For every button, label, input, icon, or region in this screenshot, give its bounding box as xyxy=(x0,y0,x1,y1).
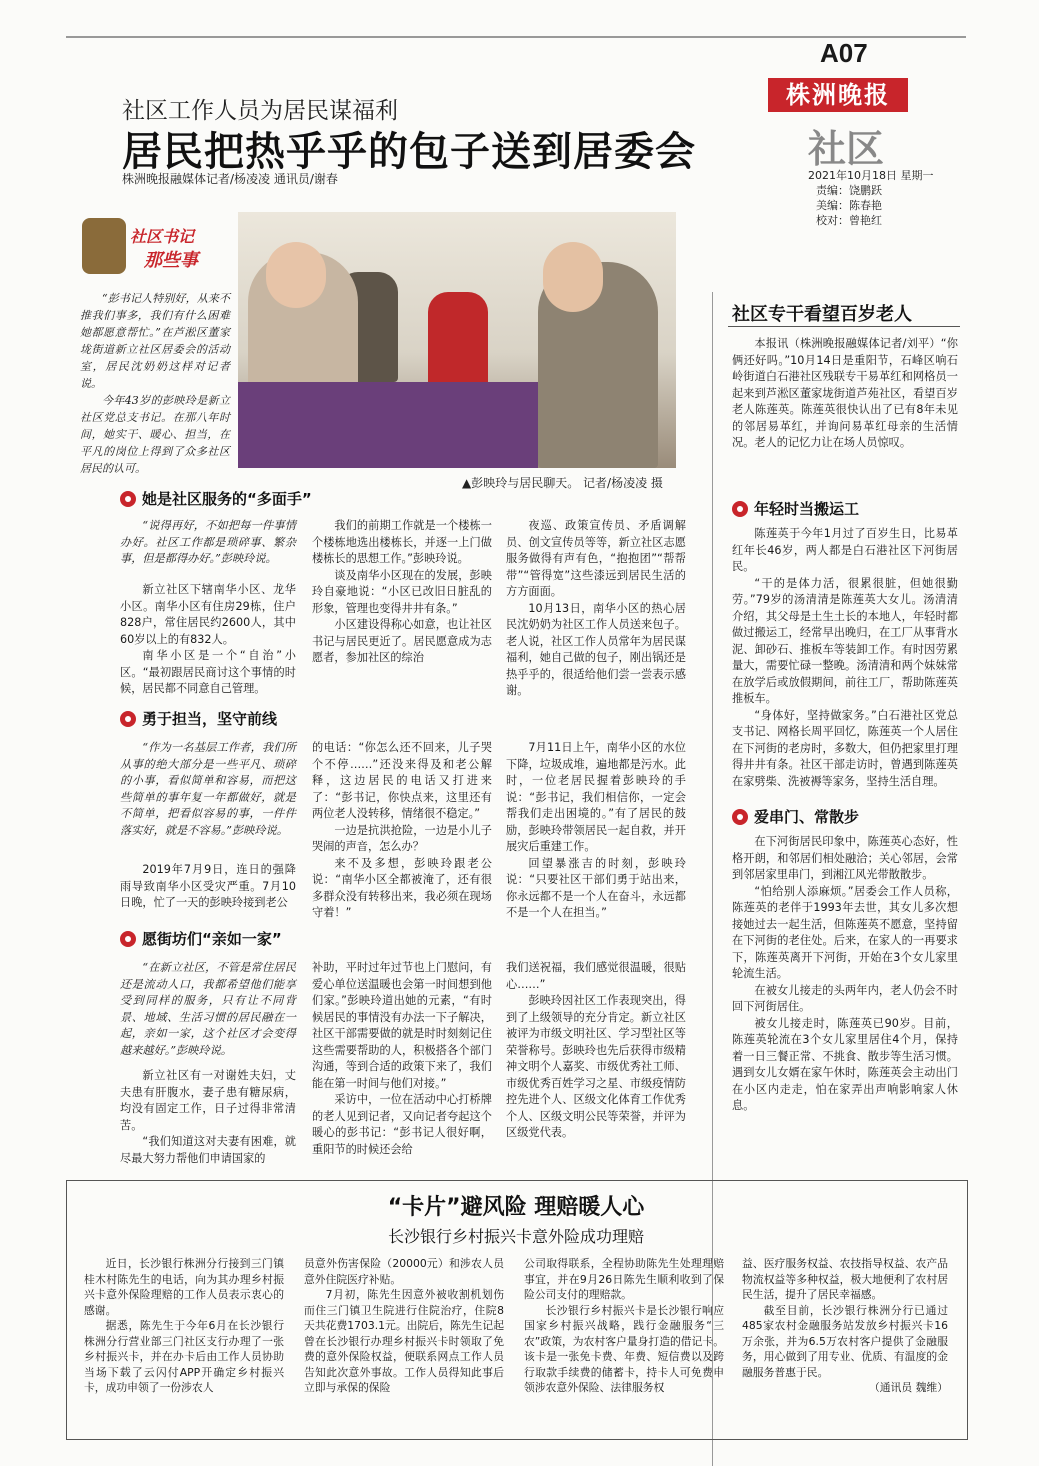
designer-credit: 美编：陈春艳 xyxy=(816,199,882,212)
section-col xyxy=(506,740,686,922)
section-col xyxy=(312,518,492,667)
box-col xyxy=(84,1256,284,1396)
paragraph: “我们知道这对夫妻有困难，就尽最大努力帮他们申请国家的 xyxy=(120,1135,296,1165)
paragraph: 谈及南华小区现在的发展，彭映玲自豪地说：“小区已改旧日脏乱的形象，管理也变得井井有条。” xyxy=(312,568,492,615)
paragraph: 采访中，一位在活动中心打桥牌的老人见到记者，又向记者夸起这个暖心的彭书记：“彭书记人很好啊，重阳节的时候还会给 xyxy=(312,1093,492,1156)
photo-caption: ▲彭映玲与居民聊天。 记者/杨凌凌 摄 xyxy=(462,476,663,490)
box-title: “卡片”避风险 理赔暖人心 xyxy=(387,1195,645,1220)
paragraph: 新立社区下辖南华小区、龙华小区。南华小区有住房29栋，住户828户，常住居民约2600人，其中60岁以上的有832人。 xyxy=(120,583,296,646)
article-headline: 居民把热乎乎的包子送到居委会 xyxy=(122,129,696,175)
paragraph: 夜巡、政策宣传员、矛盾调解员、创文宣传员等等，新立社区志愿服务做得有声有色，“抱抱团”“帮帮带”“管得宽”这些漆远到居民生活的方方面面。 xyxy=(506,519,686,598)
paragraph: 长沙银行乡村振兴卡是长沙银行响应国家乡村振兴战略，践行金融服务“三农”政策，为农村客户量身打造的借记卡。该卡是一张免卡费、年费、短信费以及跨行取款手续费的储蓄卡，持卡人可免费申领涉农意外保险、法律服务权 xyxy=(524,1303,724,1394)
section-col xyxy=(120,862,296,912)
paragraph: 近日，长沙银行株洲分行接到三门镇桂木村陈先生的电话，向为其办理乡村振兴卡意外保险理赔的工作人员表示衷心的感谢。 xyxy=(84,1257,284,1317)
section-quote: “在新立社区，不管是常住居民还是流动人口，我都希望他们能享受到同样的服务，只有让不同背景、地域、生活习惯的居民融在一起，亲如一家，这个社区才会变得越来越好。”彭映玲说。 xyxy=(120,961,296,1057)
paragraph: 来不及多想，彭映玲跟老公说：“南华小区全都被淹了，还有很多群众没有转移出来，我必须在现场守着！” xyxy=(312,856,492,919)
paragraph: 南华小区是一个“自治”小区。“最初跟居民商讨这个事情的时候，居民都不同意自己管理。 xyxy=(120,649,296,695)
paragraph: 2019年7月9日，连日的强降雨导致南华小区受灾严重。7月10日晚，忙了一天的彭映玲接到老公 xyxy=(120,863,296,909)
paragraph: “干的是体力活，很累很脏，但她很勤劳。”79岁的汤清清是陈莲英大女儿。汤清清介绍，其父母是土生土长的本地人，年轻时都做过搬运工，经常早出晚归，在工厂从事背水泥、卸砂石、推板车等装卸工作。有时因劳累量大，需要忙碌一整晚。汤清清和两个妹妹常在放学后或放假期间，前往工厂，帮助陈莲英推板车。 xyxy=(732,576,958,705)
paragraph: 公司取得联系，全程协助陈先生处理理赔事宜，并在9月26日陈先生顺利收到了保险公司支付的理赔款。 xyxy=(524,1257,724,1301)
section-col xyxy=(312,960,492,1158)
section-heading: 愿街坊们“亲如一家” xyxy=(120,928,282,949)
section-quote: “作为一名基层工作者，我们所从事的绝大部分是一些平凡、琐碎的小事，看似简单和容易，而把这些简单的事年复一年都做好，就是不简单，把看似容易的事，一件件落实好，就是不容易。”彭映玲说。 xyxy=(120,741,296,837)
side-article-title: 社区专干看望百岁老人 xyxy=(732,304,912,325)
paragraph: 截至目前，长沙银行株洲分行已通过485家农村金融服务站发放乡村振兴卡16万余张，并为6.5万农村客户提供了金融服务，用心做到了用专业、优质、有温度的金融服务普惠于民。 xyxy=(742,1303,948,1379)
intro-paragraph: 今年43岁的彭映玲是新立社区党总支书记。在那八年时间，她实干、暖心、担当，在平凡的岗位上得到了众多社区居民的认可。 xyxy=(80,394,230,475)
paragraph: 我们送祝福，我们感觉很温暖，很贴心……” xyxy=(506,961,686,991)
bullet-icon xyxy=(120,491,136,507)
box-col xyxy=(524,1256,724,1396)
paragraph: 7月初，陈先生因意外被收割机划伤而住三门镇卫生院进行住院治疗，住院8天共花费1703.1元。出院后，陈先生记起曾在长沙银行办理乡村振兴卡时领取了免费的意外保险权益，便联系网点工作人员告知此次意外事故。工作人员得知此事后立即与承保的保险 xyxy=(304,1288,504,1394)
badge-line-1: 社区书记 xyxy=(130,227,195,246)
paragraph: 彭映玲因社区工作表现突出，得到了上级领导的充分肯定。新立社区被评为市级文明社区、学习型社区等荣誉称号。彭映玲也先后获得市级精神文明个人嘉奖、市级优秀社工师、市级优秀百姓学习之星、市级疫情防控先进个人、区级文化体育工作优秀个人、区级文明公民等荣誉，并评为区级党代表。 xyxy=(506,994,686,1139)
paragraph: 在被女儿接走的头两年内，老人仍会不时回下河街居住。 xyxy=(732,983,958,1013)
paragraph: “怕给别人添麻烦。”居委会工作人员称，陈莲英的老伴于1993年去世，其女儿多次想接她过去一起生活，但陈莲英不愿意，坚持留在下河街的老住处。后来，在家人的一再要求下，陈莲英离开下河街，开始在3个女儿家里轮流生活。 xyxy=(732,884,958,980)
section-quote: “说得再好，不如把每一件事情办好。社区工作都是琐碎事、繁杂事，但是都得办好。”彭映玲说。 xyxy=(120,519,296,565)
paragraph: 本报讯（株洲晚报融媒体记者/刘平）“你俩还好吗。”10月14日是重阳节，石峰区响石岭街道白石港社区残联专干易革红和网格员一起来到芦淞区董家垅街道芦苑社区，看望百岁老人陈莲英。陈莲英很快认出了已有8年未见的邻居易革红，并询问易革红母亲的生活情况。老人的记忆力让在场人员惊叹。 xyxy=(732,337,958,449)
title-rule xyxy=(728,326,960,327)
bullet-icon xyxy=(120,931,136,947)
paragraph: 据悉，陈先生于今年6月在长沙银行株洲分行营业部三门社区支行办理了一张乡村振兴卡，并在办卡后由工作人员协助当场下载了云闪付APP开确定乡村振兴卡，成功申领了一份涉农人 xyxy=(84,1319,284,1394)
paragraph: 补助，平时过年过节也上门慰问，有爱心单位送温暖也会第一时间想到他们家。”彭映玲道出她的元素，“有时候居民的事情没有办法一下子解决，社区干部需要做的就是时时刻刻记住这些需要帮助的人，积极搭各个部门沟通，等到合适的政策下来了，我们能在第一时间与他们对接。” xyxy=(312,961,492,1090)
article-intro xyxy=(80,290,230,477)
section-col xyxy=(120,1068,296,1167)
paragraph: 新立社区有一对谢姓夫妇，丈夫患有肝腹水，妻子患有糖尿病，均没有固定工作，日子过得非常清苦。 xyxy=(120,1069,296,1132)
box-credit: （通讯员 魏维） xyxy=(868,1381,948,1394)
column-badge xyxy=(82,218,212,274)
box-col xyxy=(742,1256,948,1396)
badge-line-2: 那些事 xyxy=(144,250,198,271)
box-subtitle: 长沙银行乡村振兴卡意外险成功理赔 xyxy=(387,1227,644,1246)
section-col xyxy=(506,518,686,700)
paragraph: 10月13日，南华小区的热心居民沈奶奶为社区工作人员送来包子。老人说，社区工作人员常年为居民谋福利，她自己做的包子，刚出锅还是热乎乎的，很适给他们尝一尝表示感谢。 xyxy=(506,601,686,697)
bullet-icon xyxy=(120,711,136,727)
bullet-icon xyxy=(732,501,748,517)
proof-credit: 校对：曾艳红 xyxy=(816,214,882,227)
section-col xyxy=(506,960,686,1142)
paragraph: 陈莲英于今年1月过了百岁生日，比易革红年长46岁，两人都是白石港社区下河街居民。 xyxy=(732,527,958,573)
section-col xyxy=(120,582,296,698)
paragraph: 一边是抗洪抢险，一边是小儿子哭闹的声音，怎么办？ xyxy=(312,823,492,853)
newspaper-logo: 株洲晚报 xyxy=(768,78,908,112)
article-byline: 株洲晚报融媒体记者/杨凌凌 通讯员/谢春 xyxy=(122,172,338,186)
bullet-icon xyxy=(732,809,748,825)
paragraph: 7月11日上午，南华小区的水位下降，垃圾成堆，遍地都是污水。此时，一位老居民握着彭映玲的手说：“彭书记，我们相信你，一定会帮我们走出困境的。”有了居民的鼓励，彭映玲带领居民一起自救，并开展灾后重建工作。 xyxy=(506,741,686,853)
paragraph: 回望暴涨吉的时刻，彭映玲说：“只要社区干部们勇于站出来，你永远都不是一个人在奋斗，永远都不是一个人在担当。” xyxy=(506,856,686,919)
article-photo xyxy=(238,212,676,468)
issue-meta xyxy=(808,168,934,228)
people-icon xyxy=(82,218,126,274)
paragraph: 的电话：“你怎么还不回来，儿子哭个不停……”还没来得及和老公解释，这边居民的电话又打进来了：“彭书记，你快点来，这里还有两位老人没转移，情绪很不稳定。” xyxy=(312,741,492,820)
section-heading: 勇于担当，坚守前线 xyxy=(120,708,277,729)
side-section-body xyxy=(732,834,958,1115)
box-col xyxy=(304,1256,504,1396)
section-title: 社区 xyxy=(808,126,885,171)
paragraph: 被女儿接走时，陈莲英已90岁。目前，陈莲英轮流在3个女儿家里居住4个月，保持着一日三餐正常、不挑食、散步等生活习惯。遇到女儿女婿在家午休时，陈莲英会主动出门在小区内走走，怕在家弄出声响影响家人休息。 xyxy=(732,1016,958,1112)
intro-paragraph: “彭书记人特别好，从来不推我们事多，我们有什么困难她都愿意帮忙。”在芦淞区董家垅街道新立社区居委会的活动室，居民沈奶奶这样对记者说。 xyxy=(80,292,230,390)
paragraph: 小区建设得称心如意，也让社区书记与居民更近了。居民愿意成为志愿者，参加社区的综治 xyxy=(312,618,492,664)
paragraph: 我们的前期工作就是一个楼栋一个楼栋地选出楼栋长，并逐一上门做楼栋长的思想工作。”彭映玲说。 xyxy=(312,519,492,565)
side-article-intro xyxy=(732,336,958,452)
editor-credit: 责编：饶鹏跃 xyxy=(816,184,882,197)
issue-date: 2021年10月18日 星期一 xyxy=(808,169,934,182)
side-section-body xyxy=(732,526,958,790)
paragraph: 员意外伤害保险（20000元）和涉农人员意外住院医疗补贴。 xyxy=(304,1257,504,1286)
paragraph: 益、医疗服务权益、农技指导权益、农产品物流权益等多种权益，极大地便利了农村居民生活，提升了居民幸福感。 xyxy=(742,1257,948,1301)
paragraph: 在下河街居民印象中，陈莲英心态好，性格开朗，和邻居们相处融洽；关心邻居，会常到邻居家里串门，到湘江风光带散散步。 xyxy=(732,835,958,881)
article-subhead: 社区工作人员为居民谋福利 xyxy=(122,98,398,124)
section-heading: 她是社区服务的“多面手” xyxy=(120,488,312,509)
section-col xyxy=(312,740,492,922)
paragraph: “身体好，坚持做家务。”白石港社区党总支书记、网格长周平回忆，陈莲英一个人居住在下河街的老房时，多数大，但仍把家里打理得井井有条。社区干部走访时，曾遇到陈莲英在家劈柴、洗被褥等家务，坚持生活自理。 xyxy=(732,708,958,788)
side-section-heading: 年轻时当搬运工 xyxy=(732,498,859,519)
side-section-heading: 爱串门、常散步 xyxy=(732,806,859,827)
page-number: A07 xyxy=(820,38,868,68)
